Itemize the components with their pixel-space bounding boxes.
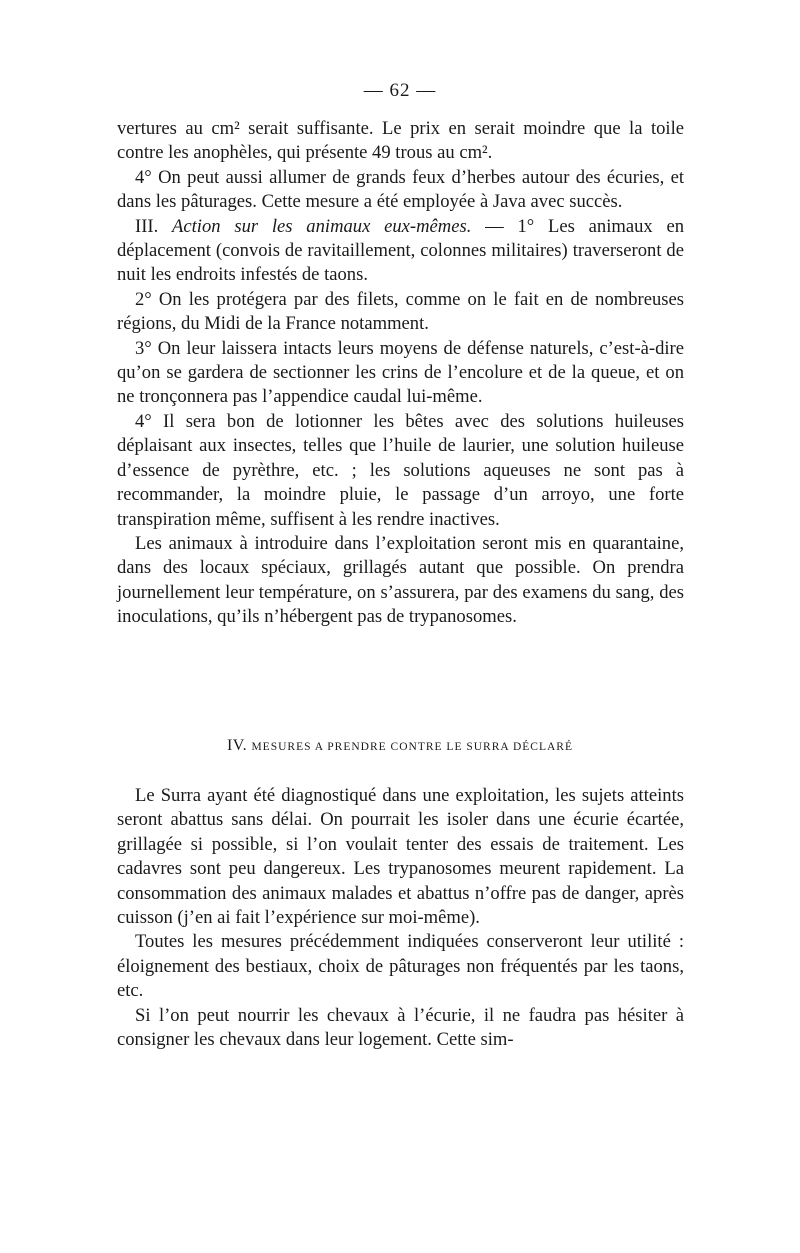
paragraph: 3° On leur laissera intacts leurs moyens de défense naturels, c’est-à-dire qu’on se gardera de sectionner les crins de l’encolure et de la queue, et on ne tronçonnera pas l’appendice caudal lui-même.: [117, 337, 684, 408]
section-number: III.: [135, 215, 159, 237]
page-number: — 62 —: [363, 80, 437, 101]
paragraph: 4° Il sera bon de lotionner les bêtes avec des solutions huileuses déplaisant aux insectes, telles que l’huile de laurier, une solution huileuse d’essence de pyrèthre, etc. ; les solutions aqueuses ne sont pas à recommander, la moindre pluie, le passage d’un arroyo, une forte transpiration même, suffisent à les rendre inactives.: [117, 410, 684, 530]
paragraph: vertures au cm² serait suffisante. Le prix en serait moindre que la toile contre les anophèles, qui présente 49 trous au cm².: [117, 118, 684, 164]
section-title: Action sur les animaux eux-mêmes.: [172, 215, 472, 237]
text-block-upper: [117, 117, 684, 630]
paragraph: 2° On les protégera par des filets, comme on le fait en de nombreuses régions, du Midi de la France notamment.: [117, 288, 684, 335]
text-block-lower: [117, 784, 684, 1052]
paragraph: Les animaux à introduire dans l’exploitation seront mis en quarantaine, dans des locaux spéciaux, grillagés autant que possible. On prendra journellement leur température, on s’assurera, par des examens du sang, des inoculations, qu’ils n’hébergent pas de trypanosomes.: [117, 532, 684, 628]
paragraph-section-iii: [117, 215, 684, 288]
section-heading: [0, 737, 800, 755]
paragraph: Le Surra ayant été diagnostiqué dans une exploitation, les sujets atteints seront abattus sans délai. On pourrait les isoler dans une écurie écartée, grillagée si possible, si l’on voulait tenter des essais de traitement. Les cadavres sont peu dangereux. Les trypanosomes meurent rapidement. La consommation des animaux malades et abattus n’offre pas de danger, après cuisson (j’en ai fait l’expérience sur moi-même).: [117, 785, 684, 929]
paragraph: Si l’on peut nourrir les chevaux à l’écurie, il ne faudra pas hésiter à consigner les chevaux dans leur logement. Cette sim-: [117, 1004, 684, 1051]
paragraph-text: — 1° Les animaux en déplacement (convois de ravitaillement, colonnes militaires) traverseront de nuit les endroits infestés de taons.: [117, 215, 684, 286]
paragraph: Toutes les mesures précédemment indiquées conserveront leur utilité : éloignement des bestiaux, choix de pâturages non fréquentés par les taons, etc.: [117, 931, 684, 1002]
section-heading-text: MESURES A PRENDRE CONTRE LE SURRA DÉCLARÉ: [251, 741, 573, 753]
section-heading-number: IV.: [227, 737, 252, 754]
paragraph: 4° On peut aussi allumer de grands feux d’herbes autour des écuries, et dans les pâturages. Cette mesure a été employée à Java avec succès.: [117, 166, 684, 213]
